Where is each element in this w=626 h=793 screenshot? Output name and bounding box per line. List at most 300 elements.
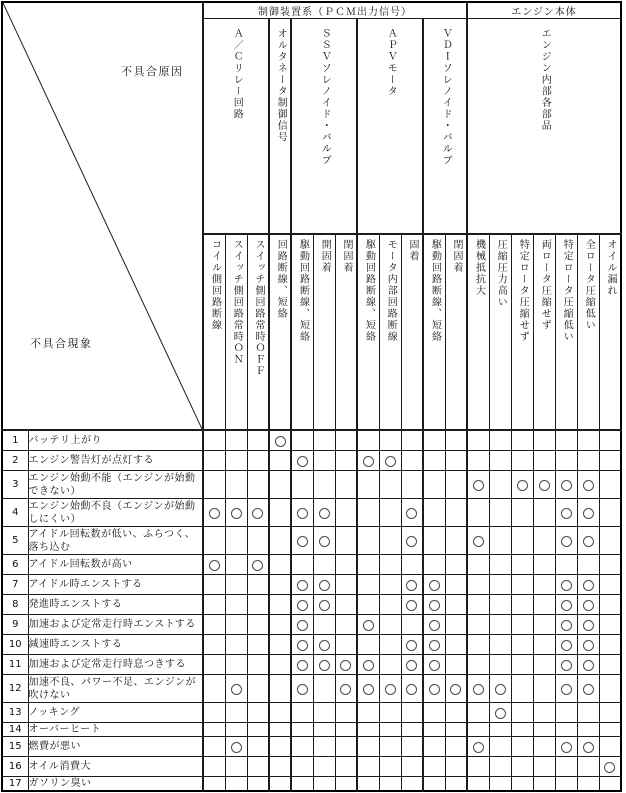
mark-cell xyxy=(555,723,577,737)
mark-cell xyxy=(467,575,489,595)
mark-cell xyxy=(467,635,489,655)
mark-cell xyxy=(423,723,445,737)
mark-cell xyxy=(467,451,489,471)
mark-cell xyxy=(401,471,423,499)
column-header-label: 開固着 xyxy=(319,239,331,274)
mark-cell xyxy=(423,757,445,777)
mark-cell xyxy=(555,430,577,451)
mark-cell xyxy=(423,575,445,595)
mark-cell xyxy=(313,737,335,757)
mark-cell xyxy=(247,757,269,777)
correlation-circle-mark xyxy=(297,580,308,591)
mark-cell xyxy=(489,777,511,792)
mark-cell xyxy=(511,555,533,575)
mark-cell xyxy=(467,555,489,575)
correlation-circle-mark xyxy=(539,480,550,491)
mark-cell xyxy=(489,595,511,615)
mark-cell xyxy=(555,555,577,575)
correlation-circle-mark xyxy=(583,536,594,547)
mark-cell xyxy=(533,451,555,471)
symptom-row xyxy=(2,527,621,555)
mark-cell xyxy=(445,635,467,655)
mark-cell xyxy=(291,575,313,595)
mark-cell xyxy=(533,615,555,635)
mark-cell xyxy=(313,777,335,792)
column-header-label: 閉固着 xyxy=(341,239,352,274)
mark-cell xyxy=(203,723,225,737)
mark-cell xyxy=(467,499,489,527)
correlation-circle-mark xyxy=(363,684,374,695)
mark-cell xyxy=(599,777,621,792)
column-header-cell xyxy=(269,234,291,430)
mark-cell xyxy=(489,675,511,703)
correlation-circle-mark xyxy=(363,660,374,671)
mark-cell xyxy=(247,723,269,737)
mark-cell xyxy=(379,757,401,777)
symptom-label-cell: 燃費が悪い xyxy=(28,737,203,757)
correlation-circle-mark xyxy=(297,536,308,547)
symptom-label-cell: アイドル回転数が高い xyxy=(28,555,203,575)
mark-cell xyxy=(225,703,247,723)
section-header-row xyxy=(2,2,621,19)
mark-cell xyxy=(533,595,555,615)
correlation-circle-mark xyxy=(604,762,615,773)
mark-cell xyxy=(269,595,291,615)
column-header-label: 圧縮圧力高い xyxy=(495,239,507,308)
correlation-circle-mark xyxy=(231,508,242,519)
mark-cell xyxy=(379,499,401,527)
mark-cell xyxy=(577,527,599,555)
column-header-cell xyxy=(247,234,269,430)
column-header-label: コイル側回路断線 xyxy=(209,239,221,331)
mark-cell xyxy=(555,675,577,703)
mark-cell xyxy=(599,595,621,615)
mark-cell xyxy=(335,595,357,615)
mark-cell xyxy=(489,737,511,757)
correlation-circle-mark xyxy=(319,600,330,611)
correlation-circle-mark xyxy=(297,456,308,467)
mark-cell xyxy=(533,703,555,723)
mark-cell xyxy=(379,471,401,499)
mark-cell xyxy=(247,555,269,575)
row-number-cell: 5 xyxy=(2,527,28,555)
column-header-label: 全ロータ圧縮低い xyxy=(583,239,595,331)
mark-cell xyxy=(313,430,335,451)
mark-cell xyxy=(335,430,357,451)
mark-cell xyxy=(533,635,555,655)
mark-cell xyxy=(599,430,621,451)
mark-cell xyxy=(313,723,335,737)
mark-cell xyxy=(313,615,335,635)
symptom-label-cell: 発進時エンストする xyxy=(28,595,203,615)
mark-cell xyxy=(225,757,247,777)
mark-cell xyxy=(269,723,291,737)
mark-cell xyxy=(423,777,445,792)
mark-cell xyxy=(555,615,577,635)
mark-cell xyxy=(247,635,269,655)
mark-cell xyxy=(335,757,357,777)
mark-cell xyxy=(269,757,291,777)
mark-cell xyxy=(269,471,291,499)
mark-cell xyxy=(511,655,533,675)
correlation-circle-mark xyxy=(231,684,242,695)
column-header-label: 両ロータ圧縮せず xyxy=(539,239,551,331)
mark-cell xyxy=(291,471,313,499)
mark-cell xyxy=(511,777,533,792)
symptom-label-cell: オイル消費大 xyxy=(28,757,203,777)
mark-cell xyxy=(423,595,445,615)
mark-cell xyxy=(335,737,357,757)
mark-cell xyxy=(225,527,247,555)
row-number-cell: 4 xyxy=(2,499,28,527)
mark-cell xyxy=(467,675,489,703)
correlation-circle-mark xyxy=(495,684,506,695)
correlation-circle-mark xyxy=(385,456,396,467)
mark-cell xyxy=(489,575,511,595)
mark-cell xyxy=(401,615,423,635)
mark-cell xyxy=(577,723,599,737)
symptom-label-cell: エンジン始動不良（エンジンが始動しにくい） xyxy=(28,499,203,527)
mark-cell xyxy=(533,777,555,792)
correlation-circle-mark xyxy=(561,742,572,753)
symptom-row xyxy=(2,615,621,635)
symptom-row xyxy=(2,595,621,615)
mark-cell xyxy=(291,451,313,471)
correlation-circle-mark xyxy=(561,620,572,631)
mark-cell xyxy=(489,527,511,555)
mark-cell xyxy=(357,757,379,777)
mark-cell xyxy=(489,655,511,675)
mark-cell xyxy=(599,635,621,655)
symptom-row xyxy=(2,777,621,792)
column-header-cell xyxy=(577,234,599,430)
mark-cell xyxy=(467,723,489,737)
group-header-cell xyxy=(203,19,269,235)
mark-cell xyxy=(357,555,379,575)
mark-cell xyxy=(379,451,401,471)
mark-cell xyxy=(313,635,335,655)
mark-cell xyxy=(423,635,445,655)
correlation-circle-mark xyxy=(319,508,330,519)
group-header-label: ＳＳＶソレノイド・バルブ xyxy=(319,28,331,166)
symptom-label-cell: ガソリン臭い xyxy=(28,777,203,792)
mark-cell xyxy=(357,675,379,703)
symptom-row xyxy=(2,635,621,655)
mark-cell xyxy=(225,615,247,635)
mark-cell xyxy=(445,555,467,575)
column-header-cell xyxy=(445,234,467,430)
mark-cell xyxy=(577,615,599,635)
symptom-row xyxy=(2,471,621,499)
mark-cell xyxy=(555,703,577,723)
mark-cell xyxy=(577,757,599,777)
mark-cell xyxy=(247,595,269,615)
mark-cell xyxy=(357,635,379,655)
column-header-cell xyxy=(313,234,335,430)
row-number-cell: 11 xyxy=(2,655,28,675)
mark-cell xyxy=(489,703,511,723)
mark-cell xyxy=(555,757,577,777)
mark-cell xyxy=(313,499,335,527)
mark-cell xyxy=(599,703,621,723)
correlation-circle-mark xyxy=(583,620,594,631)
column-header-cell xyxy=(511,234,533,430)
correlation-circle-mark xyxy=(406,600,417,611)
correlation-circle-mark xyxy=(340,684,351,695)
mark-cell xyxy=(533,430,555,451)
mark-cell xyxy=(511,615,533,635)
mark-cell xyxy=(401,757,423,777)
group-header-cell xyxy=(291,19,357,235)
mark-cell xyxy=(511,527,533,555)
mark-cell xyxy=(225,777,247,792)
mark-cell xyxy=(401,575,423,595)
column-header-label: 駆動回路断線、短絡 xyxy=(429,239,441,343)
mark-cell xyxy=(511,430,533,451)
mark-cell xyxy=(467,595,489,615)
mark-cell xyxy=(489,555,511,575)
mark-cell xyxy=(203,499,225,527)
mark-cell xyxy=(445,757,467,777)
symptom-row xyxy=(2,575,621,595)
mark-cell xyxy=(599,737,621,757)
mark-cell xyxy=(445,675,467,703)
mark-cell xyxy=(379,527,401,555)
mark-cell xyxy=(423,737,445,757)
correlation-circle-mark xyxy=(406,508,417,519)
mark-cell xyxy=(599,471,621,499)
mark-cell xyxy=(291,615,313,635)
correlation-circle-mark xyxy=(275,436,286,447)
correlation-circle-mark xyxy=(561,660,572,671)
symptom-row xyxy=(2,723,621,737)
mark-cell xyxy=(225,737,247,757)
mark-cell xyxy=(533,527,555,555)
correlation-circle-mark xyxy=(429,600,440,611)
column-header-cell xyxy=(401,234,423,430)
mark-cell xyxy=(335,703,357,723)
mark-cell xyxy=(445,595,467,615)
correlation-circle-mark xyxy=(252,560,263,571)
correlation-circle-mark xyxy=(583,508,594,519)
column-header-label: 回路断線、短絡 xyxy=(275,239,287,320)
mark-cell xyxy=(533,655,555,675)
mark-cell xyxy=(291,430,313,451)
mark-cell xyxy=(379,737,401,757)
correlation-circle-mark xyxy=(561,580,572,591)
column-header-cell xyxy=(555,234,577,430)
correlation-circle-mark xyxy=(450,684,461,695)
mark-cell xyxy=(511,757,533,777)
symptom-label-cell: 加速および定常走行時息つきする xyxy=(28,655,203,675)
mark-cell xyxy=(533,675,555,703)
mark-cell xyxy=(291,737,313,757)
correlation-circle-mark xyxy=(297,660,308,671)
mark-cell xyxy=(379,595,401,615)
group-header-label: ＶＤＩソレノイド・バルブ xyxy=(440,28,452,166)
correlation-circle-mark xyxy=(429,580,440,591)
mark-cell xyxy=(225,655,247,675)
mark-cell xyxy=(203,757,225,777)
mark-cell xyxy=(577,635,599,655)
symptom-row xyxy=(2,675,621,703)
column-header-cell xyxy=(379,234,401,430)
mark-cell xyxy=(401,527,423,555)
mark-cell xyxy=(335,777,357,792)
mark-cell xyxy=(313,595,335,615)
correlation-circle-mark xyxy=(561,600,572,611)
row-number-cell: 12 xyxy=(2,675,28,703)
correlation-circle-mark xyxy=(561,684,572,695)
correlation-circle-mark xyxy=(252,508,263,519)
mark-cell xyxy=(247,575,269,595)
correlation-circle-mark xyxy=(363,620,374,631)
mark-cell xyxy=(555,575,577,595)
mark-cell xyxy=(247,777,269,792)
correlation-circle-mark xyxy=(363,456,374,467)
mark-cell xyxy=(247,471,269,499)
mark-cell xyxy=(577,595,599,615)
symptom-label-cell: 加速および定常走行時エンストする xyxy=(28,615,203,635)
mark-cell xyxy=(489,451,511,471)
mark-cell xyxy=(335,655,357,675)
mark-cell xyxy=(555,527,577,555)
matrix-body xyxy=(2,430,621,791)
mark-cell xyxy=(269,575,291,595)
mark-cell xyxy=(357,723,379,737)
mark-cell xyxy=(247,430,269,451)
mark-cell xyxy=(577,555,599,575)
mark-cell xyxy=(423,675,445,703)
mark-cell xyxy=(269,451,291,471)
mark-cell xyxy=(291,595,313,615)
correlation-circle-mark xyxy=(406,640,417,651)
symptom-label-cell: 加速不良、パワー不足、エンジンが吹けない xyxy=(28,675,203,703)
correlation-circle-mark xyxy=(297,600,308,611)
mark-cell xyxy=(401,451,423,471)
mark-cell xyxy=(269,777,291,792)
mark-cell xyxy=(445,777,467,792)
symptom-label-cell: オーバーヒート xyxy=(28,723,203,737)
column-header-label: オイル漏れ xyxy=(605,239,616,297)
mark-cell xyxy=(423,555,445,575)
correlation-circle-mark xyxy=(473,742,484,753)
row-number-cell: 14 xyxy=(2,723,28,737)
mark-cell xyxy=(357,471,379,499)
correlation-circle-mark xyxy=(406,684,417,695)
mark-cell xyxy=(225,723,247,737)
correlation-circle-mark xyxy=(429,684,440,695)
mark-cell xyxy=(599,575,621,595)
mark-cell xyxy=(401,723,423,737)
mark-cell xyxy=(489,430,511,451)
correlation-circle-mark xyxy=(495,708,506,719)
correlation-circle-mark xyxy=(473,684,484,695)
mark-cell xyxy=(313,757,335,777)
mark-cell xyxy=(203,615,225,635)
mark-cell xyxy=(269,555,291,575)
row-number-cell: 16 xyxy=(2,757,28,777)
mark-cell xyxy=(489,635,511,655)
mark-cell xyxy=(291,527,313,555)
symptom-label-cell: ノッキング xyxy=(28,703,203,723)
mark-cell xyxy=(357,527,379,555)
column-header-cell xyxy=(225,234,247,430)
group-header-label: Ａ／Ｃリレー回路 xyxy=(231,28,243,120)
mark-cell xyxy=(577,703,599,723)
mark-cell xyxy=(511,723,533,737)
symptom-label-cell: アイドル回転数が低い、ふらつく、落ち込む xyxy=(28,527,203,555)
section-header-pcm: 制御装置系（ＰＣＭ出力信号） xyxy=(203,2,467,19)
mark-cell xyxy=(599,615,621,635)
mark-cell xyxy=(269,527,291,555)
mark-cell xyxy=(511,471,533,499)
column-header-label: スイッチ側回路常時ＯＦＦ xyxy=(253,239,264,377)
symptom-row xyxy=(2,555,621,575)
correlation-circle-mark xyxy=(297,508,308,519)
mark-cell xyxy=(555,737,577,757)
mark-cell xyxy=(379,723,401,737)
mark-cell xyxy=(401,737,423,757)
mark-cell xyxy=(313,703,335,723)
mark-cell xyxy=(489,757,511,777)
mark-cell xyxy=(599,451,621,471)
mark-cell xyxy=(599,527,621,555)
mark-cell xyxy=(445,615,467,635)
group-header-label: エンジン内部各部品 xyxy=(539,28,551,132)
mark-cell xyxy=(511,703,533,723)
mark-cell xyxy=(467,737,489,757)
mark-cell xyxy=(225,675,247,703)
correlation-circle-mark xyxy=(406,536,417,547)
column-header-label: 駆動回路断線、短絡 xyxy=(297,239,309,343)
mark-cell xyxy=(203,555,225,575)
correlation-circle-mark xyxy=(297,684,308,695)
column-header-label: 閉固着 xyxy=(451,239,462,274)
column-header-cell xyxy=(291,234,313,430)
mark-cell xyxy=(533,555,555,575)
row-number-cell: 7 xyxy=(2,575,28,595)
mark-cell xyxy=(357,499,379,527)
mark-cell xyxy=(423,451,445,471)
symptom-row xyxy=(2,737,621,757)
mark-cell xyxy=(203,527,225,555)
column-header-cell xyxy=(335,234,357,430)
column-header-label: 機械抵抗大 xyxy=(473,239,485,297)
mark-cell xyxy=(401,499,423,527)
column-header-label: 固着 xyxy=(407,239,418,262)
group-header-cell xyxy=(467,19,621,235)
mark-cell xyxy=(379,615,401,635)
correlation-circle-mark xyxy=(561,480,572,491)
correlation-circle-mark xyxy=(429,660,440,671)
correlation-circle-mark xyxy=(297,640,308,651)
mark-cell xyxy=(533,575,555,595)
mark-cell xyxy=(357,430,379,451)
mark-cell xyxy=(357,655,379,675)
mark-cell xyxy=(511,451,533,471)
correlation-circle-mark xyxy=(319,536,330,547)
mark-cell xyxy=(423,471,445,499)
mark-cell xyxy=(577,675,599,703)
correlation-circle-mark xyxy=(319,580,330,591)
correlation-circle-mark xyxy=(583,600,594,611)
mark-cell xyxy=(313,527,335,555)
mark-cell xyxy=(445,430,467,451)
correlation-circle-mark xyxy=(583,742,594,753)
mark-cell xyxy=(291,555,313,575)
column-header-cell xyxy=(489,234,511,430)
